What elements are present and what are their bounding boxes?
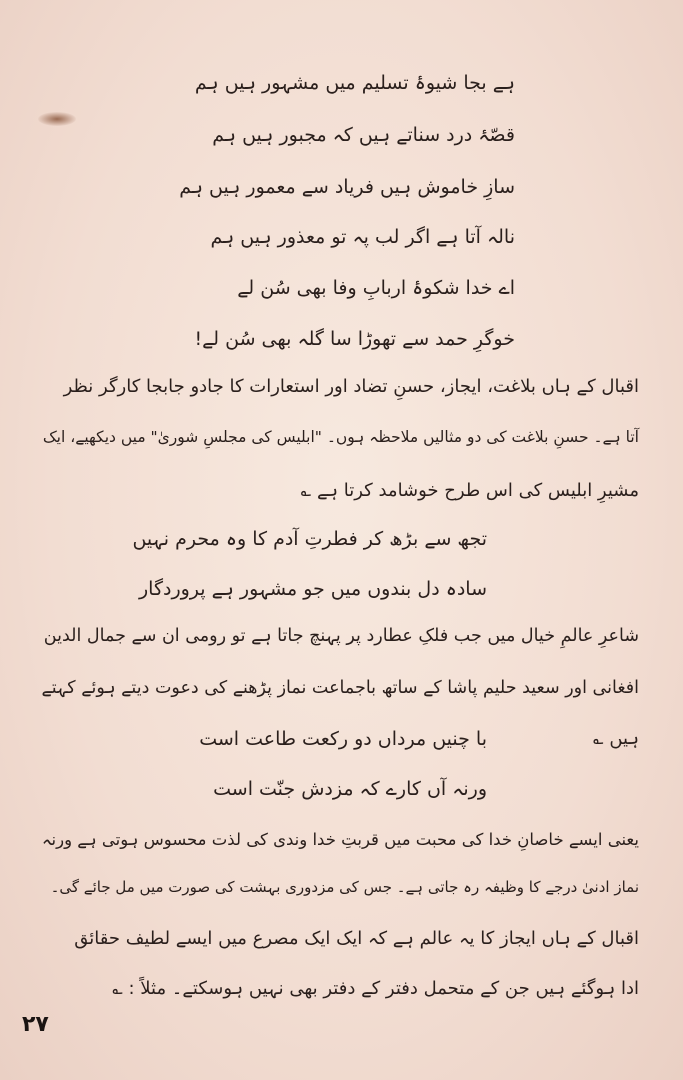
page-number: ۲۷	[22, 1012, 49, 1037]
para2-line-1: شاعرِ عالمِ خیال میں جب فلکِ عطارد پر پہنچ جاتا ہے تو رومی ان سے جمال الدین	[43, 626, 639, 646]
poem2-line-1: تجھ سے بڑھ کر فطرتِ آدم کا وہ محرم نہیں	[132, 528, 487, 550]
poem3-line-1: با چنیں مرداں دو رکعت طاعت است	[199, 728, 487, 750]
poem1-line-5: اے خدا شکوۂ اربابِ وفا بھی سُن لے	[237, 277, 515, 299]
para1-line-2: آتا ہے۔ حسنِ بلاغت کی دو مثالیں ملاحظہ ہوں۔ "ابلیس کی مجلسِ شوریٰ" میں دیکھیے، ایک	[42, 428, 639, 446]
para3-line-1: یعنی ایسے خاصانِ خدا کی محبت میں قربتِ خدا وندی کی لذت محسوس ہوتی ہے ورنہ	[41, 830, 639, 849]
para2-line-2: افغانی اور سعید حلیم پاشا کے ساتھ باجماعت نماز پڑھنے کی دعوت دیتے ہوئے کہتے	[41, 678, 639, 698]
poem1-line-4: نالہ آتا ہے اگر لب پہ تو معذور ہیں ہم	[210, 226, 515, 248]
para3-line-2: نماز ادنیٰ درجے کا وظیفہ رہ جاتی ہے۔ جس کی مزدوری بہشت کی صورت میں مل جائے گی۔	[50, 878, 639, 896]
para3-line-3: اقبال کے ہاں ایجاز کا یہ عالم ہے کہ ایک ایک مصرع میں ایسے لطیف حقائق	[74, 928, 639, 949]
poem1-line-2: قصّۂ درد سناتے ہیں کہ مجبور ہیں ہم	[212, 124, 515, 146]
poem3-line-2: ورنہ آں کارے کہ مزدش جنّت است	[213, 778, 487, 800]
para2-line-3: ہیں ؎	[593, 728, 639, 749]
poem1-line-6: خوگرِ حمد سے تھوڑا سا گلہ بھی سُن لے!	[194, 328, 515, 350]
para1-line-3: مشیرِ ابلیس کی اس طرح خوشامد کرتا ہے ؎	[300, 480, 639, 501]
ink-smudge	[38, 112, 76, 126]
poem2-line-2: سادہ دل بندوں میں جو مشہور ہے پروردگار	[138, 578, 487, 600]
poem1-line-3: سازِ خاموش ہیں فریاد سے معمور ہیں ہم	[179, 176, 515, 198]
para1-line-1: اقبال کے ہاں بلاغت، ایجاز، حسنِ تضاد اور استعارات کا جادو جابجا کارگر نظر	[63, 376, 639, 397]
para3-line-4: ادا ہوگئے ہیں جن کے متحمل دفتر کے دفتر بھی نہیں ہوسکتے۔ مثلاً : ؎	[112, 978, 639, 999]
poem1-line-1: ہے بجا شیوۂ تسلیم میں مشہور ہیں ہم	[194, 72, 515, 94]
